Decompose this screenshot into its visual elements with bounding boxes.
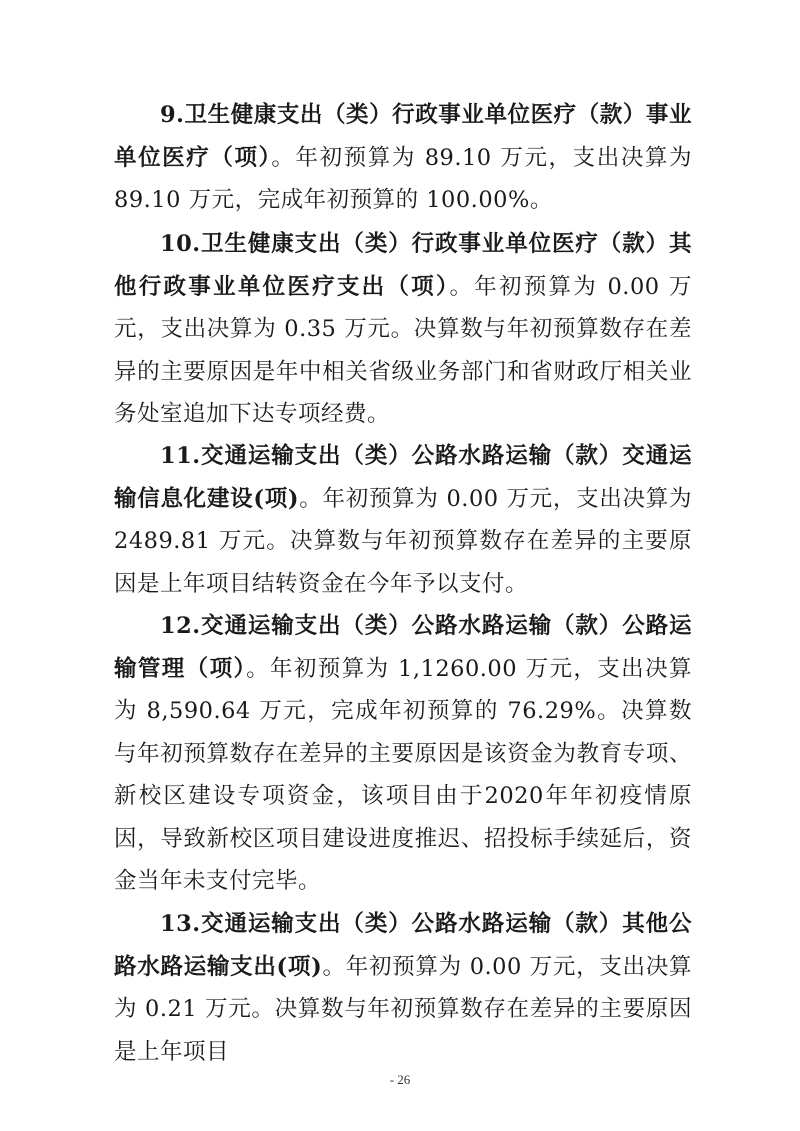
page-number: - 26	[389, 1072, 411, 1087]
paragraph-title: 13.交通运输支出（类）公路水路运输（款）其他公路水路运输支出(项)	[114, 911, 692, 980]
paragraph-item-11	[114, 435, 692, 605]
paragraph-title: 10.卫生健康支出（类）行政事业单位医疗（款）其他行政事业单位医疗支出（项）	[114, 231, 692, 300]
paragraph-item-12	[114, 605, 692, 903]
paragraph-title: 12.交通运输支出（类）公路水路运输（款）公路运输管理（项）	[114, 613, 692, 682]
paragraph-item-9	[114, 94, 692, 222]
paragraph-body: 。年初预算为 0.00 万元，支出决算为 0.21 万元。决算数与年初预算数存在差异的主要原因是上年项目	[114, 953, 692, 1065]
paragraph-body: 。年初预算为 0.00 万元，支出决算为 2489.81 万元。决算数与年初预算数存在差异的主要原因是上年项目结转资金在今年予以支付。	[114, 485, 692, 597]
paragraph-item-10	[114, 223, 692, 436]
paragraph-title: 9.卫生健康支出（类）行政事业单位医疗（款）事业单位医疗（项）	[114, 102, 692, 171]
paragraph-body: 。年初预算为 1,1260.00 万元，支出决算为 8,590.64 万元，完成年初预算的 76.29%。决算数与年初预算数存在差异的主要原因是该资金为教育专项、新校区建设专项资金，该项目由于2020年年初疫情原因，导致新校区项目建设进度推迟、招投标手续延后，资金当年未支付完毕。	[114, 655, 692, 894]
paragraph-body: 。年初预算为 89.10 万元，支出决算为 89.10 万元，完成年初预算的 100.00%。	[114, 144, 692, 213]
paragraph-title: 11.交通运输支出（类）公路水路运输（款）交通运输信息化建设(项)	[114, 443, 692, 512]
paragraph-body: 。年初预算为 0.00 万元，支出决算为 0.35 万元。决算数与年初预算数存在差异的主要原因是年中相关省级业务部门和省财政厅相关业务处室追加下达专项经费。	[114, 273, 692, 427]
paragraph-item-13	[114, 903, 692, 1073]
